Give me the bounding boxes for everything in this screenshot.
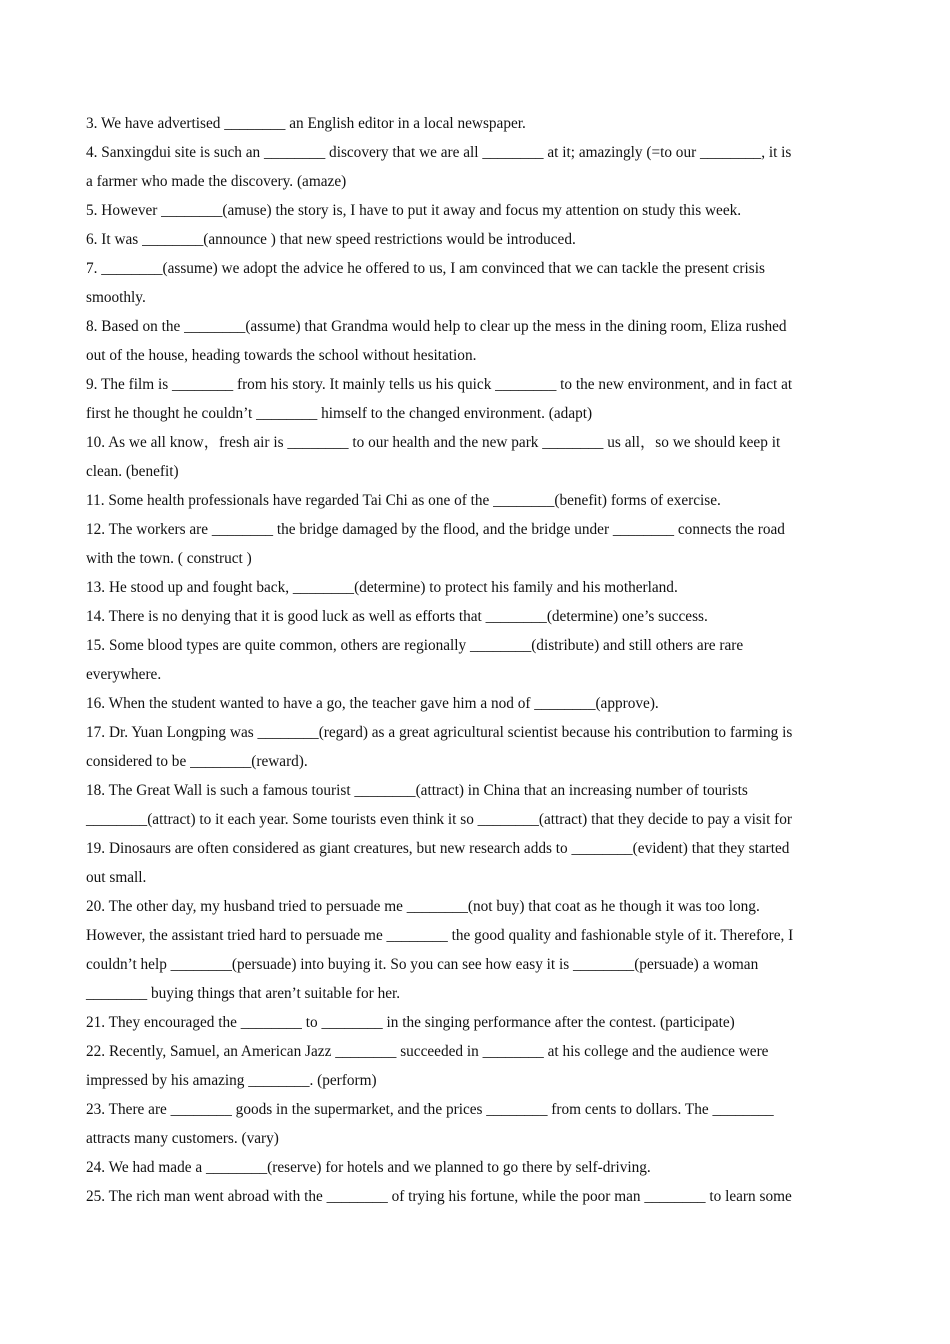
text-line: smoothly. xyxy=(86,289,146,306)
text-line: 17. Dr. Yuan Longping was ________(regard) as a great agricultural scientist because his contribution to farming is xyxy=(86,724,793,741)
text-line: 18. The Great Wall is such a famous tourist ________(attract) in China that an increasing number of tourists xyxy=(86,782,748,799)
text-line: clean. (benefit) xyxy=(86,463,179,480)
text-line: 14. There is no denying that it is good luck as well as efforts that ________(determine) one’s success. xyxy=(86,608,708,625)
text-line: with the town. ( construct ) xyxy=(86,550,252,567)
text-line: 19. Dinosaurs are often considered as giant creatures, but new research adds to ________(evident) that they started xyxy=(86,840,790,857)
text-line: out of the house, heading towards the school without hesitation. xyxy=(86,347,477,364)
text-line: couldn’t help ________(persuade) into buying it. So you can see how easy it is ________(persuade) a woman xyxy=(86,956,759,973)
text-line: 24. We had made a ________(reserve) for hotels and we planned to go there by self-driving. xyxy=(86,1159,651,1176)
text-line: 8. Based on the ________(assume) that Grandma would help to clear up the mess in the dining room, Eliza rushed xyxy=(86,318,787,335)
text-line: 25. The rich man went abroad with the ________ of trying his fortune, while the poor man ________ to learn some xyxy=(86,1188,792,1205)
text-line: 11. Some health professionals have regarded Tai Chi as one of the ________(benefit) forms of exercise. xyxy=(86,492,721,509)
text-line: ________ buying things that aren’t suitable for her. xyxy=(86,985,401,1002)
text-line: ________(attract) to it each year. Some tourists even think it so ________(attract) that they decide to pay a visit for xyxy=(86,811,793,828)
text-line: However, the assistant tried hard to persuade me ________ the good quality and fashionable style of it. Therefore, I xyxy=(86,927,794,944)
text-line: everywhere. xyxy=(86,666,162,683)
text-line: out small. xyxy=(86,869,147,886)
text-line: attracts many customers. (vary) xyxy=(86,1130,279,1147)
text-line: 3. We have advertised ________ an English editor in a local newspaper. xyxy=(86,115,526,132)
text-line: first he thought he couldn’t ________ himself to the changed environment. (adapt) xyxy=(86,405,593,422)
text-line: considered to be ________(reward). xyxy=(86,753,308,770)
text-line: 7. ________(assume) we adopt the advice he offered to us, I am convinced that we can tackle the present crisis xyxy=(86,260,765,277)
text-line: 13. He stood up and fought back, ________(determine) to protect his family and his motherland. xyxy=(86,579,678,596)
text-line: 10. As we all know，fresh air is ________ to our health and the new park ________ us all，so we should keep it xyxy=(86,434,781,451)
text-line: 9. The film is ________ from his story. It mainly tells us his quick ________ to the new environment, and in fact at xyxy=(86,376,793,393)
text-line: 20. The other day, my husband tried to persuade me ________(not buy) that coat as he though it was too long. xyxy=(86,898,760,915)
text-line: 4. Sanxingdui site is such an ________ discovery that we are all ________ at it; amazingly (=to our ________, it is xyxy=(86,144,792,161)
text-line: 16. When the student wanted to have a go, the teacher gave him a nod of ________(approve). xyxy=(86,695,659,712)
text-line: impressed by his amazing ________. (perform) xyxy=(86,1072,377,1089)
text-line: 21. They encouraged the ________ to ________ in the singing performance after the contest. (participate) xyxy=(86,1014,735,1031)
text-line: 23. There are ________ goods in the supermarket, and the prices ________ from cents to dollars. The ________ xyxy=(86,1101,774,1118)
text-line: 22. Recently, Samuel, an American Jazz ________ succeeded in ________ at his college and the audience were xyxy=(86,1043,769,1060)
text-line: a farmer who made the discovery. (amaze) xyxy=(86,173,347,190)
text-line: 15. Some blood types are quite common, others are regionally ________(distribute) and still others are rare xyxy=(86,637,744,654)
text-line: 6. It was ________(announce ) that new speed restrictions would be introduced. xyxy=(86,231,576,248)
text-line: 12. The workers are ________ the bridge damaged by the flood, and the bridge under ________ connects the road xyxy=(86,521,785,538)
exercise-text xyxy=(86,109,864,1211)
text-line: 5. However ________(amuse) the story is, I have to put it away and focus my attention on study this week. xyxy=(86,202,742,219)
